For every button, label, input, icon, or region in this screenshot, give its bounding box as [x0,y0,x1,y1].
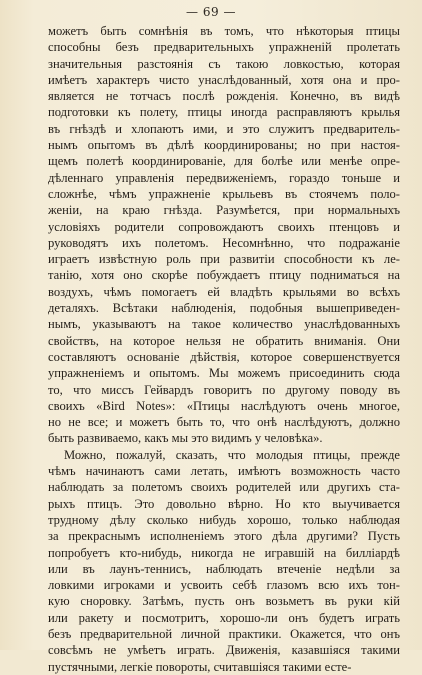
paragraph [48,447,400,675]
text-line: то, что миссъ Гейвардъ говоритъ по другому поводу въ [48,382,400,397]
text-line: упражненіемъ и опытомъ. Мы можемъ присоединить сюда [48,366,400,381]
text-line: условіяхъ родители сопровождаютъ своихъ птенцовъ и [48,219,400,234]
text-line: безъ предварительной личной практики. Окажется, что онъ [48,626,400,641]
text-line: нымъ, указываютъ на такое количество унаслѣдованныхъ [48,317,400,332]
text-line: способны безъ предварительныхъ упражненій пролетать [48,40,400,55]
text-line: ловкими игроками и усвоить себѣ глазомъ всю ихъ тон- [48,578,400,593]
text-line: рыхъ птицъ. Это довольно вѣрно. Но кто выучивается [48,496,400,511]
text-line: пустячными, легкіе повороты, считавшіяся такими есте- [48,659,352,674]
paragraph [48,23,400,447]
text-line: воздухъ, чѣмъ помогаетъ ей владѣть крыльями во всѣхъ [48,284,400,299]
text-line: сложнѣе, чѣмъ упражненіе крыльевъ въ стоячемъ поло- [48,186,400,201]
text-line: своихъ «Bird Notes»: «Птицы наслѣдуютъ очень многое, [48,398,400,413]
text-line: чѣмъ начинаютъ сами летать, имѣютъ возможность часто [48,464,400,479]
text-line: танію, хотя оно скорѣе побуждаетъ птицу подниматься на [48,268,400,283]
text-line: подготовки къ полету, птицы иногда расправляютъ крылья [48,105,400,120]
page-number: — 69 — [186,5,236,19]
text-line: женіи, на краю гнѣзда. Разумѣется, при нормальныхъ [48,203,400,218]
text-line: значительныя разстоянія съ такою ловкостью, которая [48,56,400,71]
text-line: свойствъ, на которое нельзя не обратить вниманія. Они [48,333,400,348]
text-line: руководятъ ихъ полетомъ. Несомнѣнно, что подражаніе [48,235,400,250]
text-line: за прекраснымъ исполненіемъ этого дѣла другими? Пусть [48,529,400,544]
text-line: имѣетъ характеръ чисто унаслѣдованный, хотя она и про- [48,72,400,87]
text-line: дѣленнаго управленія передвиженіемъ, гораздо тоньше и [48,170,400,185]
text-line: кую сноровку. Затѣмъ, пусть онъ возьметъ въ руки кій [48,594,400,609]
text-line: быть развиваемо, какъ мы это видимъ у человѣка». [48,431,323,446]
text-line: или ракету и посмотритъ, хорошо-ли онъ будетъ играть [48,610,400,625]
text-line: попробуетъ кто-нибудь, никогда не игравшій на билліардѣ [48,545,400,560]
text-line: или въ лаунъ-теннисъ, наблюдать втеченіе недѣли за [48,561,400,576]
text-line: но не все; и можетъ быть то, что онѣ наслѣдуютъ, должно [48,415,400,430]
text-line: деталяхъ. Всѣтаки наблюденія, подобныя вышеприведен- [48,301,400,316]
text-line: щемъ полетѣ координированіе, для болѣе или менѣе опре- [48,154,400,169]
text-line: въ гнѣздѣ и хлопаютъ ими, и это служитъ предваритель- [48,121,400,136]
text-line: играетъ извѣстную роль при развитіи способности къ ле- [48,252,400,267]
text-line: составляютъ основаніе дѣйствія, которое совершенствуется [48,349,400,364]
text-line: нымъ опытомъ въ дѣлѣ координированы; но при настоя- [48,138,400,153]
text-line: является не тотчасъ послѣ рожденія. Конечно, въ видѣ [48,89,400,104]
text-body [48,23,400,675]
text-line: трудному дѣлу сколько нибудь хорошо, только наблюдая [48,512,400,527]
text-line: наблюдать за полетомъ своихъ родителей или другихъ ста- [48,480,400,495]
text-line: совсѣмъ не умѣетъ играть. Движенія, казавшіяся такими [48,643,400,658]
text-line: можетъ быть сомнѣнія въ томъ, что нѣкоторыя птицы [48,24,400,38]
text-line: Можно, пожалуй, сказать, что молодыя птицы, прежде [64,447,400,462]
